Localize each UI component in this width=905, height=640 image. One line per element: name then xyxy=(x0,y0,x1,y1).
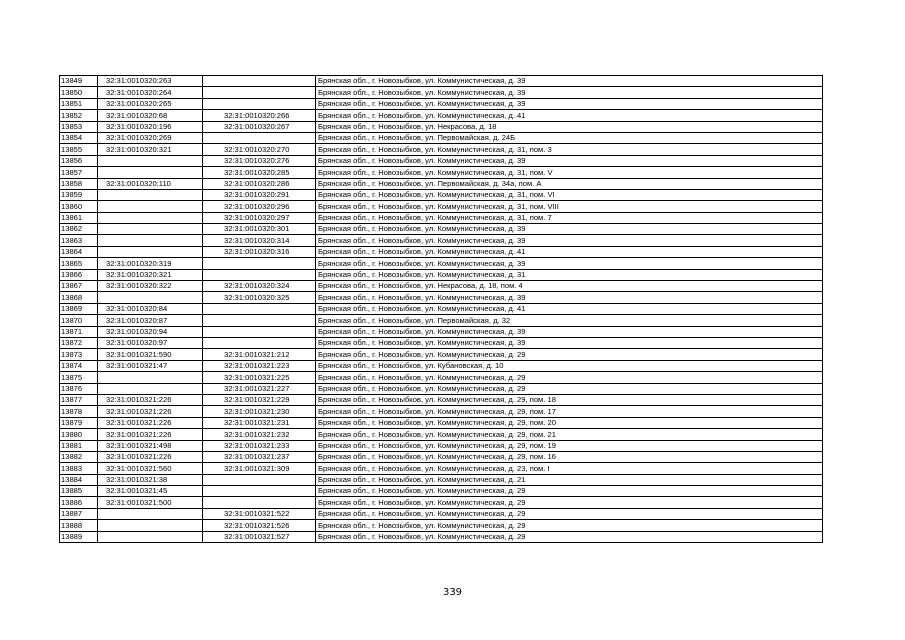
row-number-cell: 13850 xyxy=(60,87,98,98)
cadastral-number-cell xyxy=(98,121,203,132)
address-cell: Брянская обл., г. Новозыбков, ул. Коммунистическая, д. 39 xyxy=(316,337,823,348)
table-row xyxy=(60,235,823,246)
cadastral-number-cell xyxy=(98,326,203,337)
address-cell: Брянская обл., г. Новозыбков, ул. Коммунистическая, д. 29 xyxy=(316,383,823,394)
cadastral-number-cell xyxy=(98,224,203,235)
inner-object-cell-value: 32:31:0010320:276 xyxy=(224,156,290,166)
inner-object-cell xyxy=(203,132,316,143)
cadastral-number-cell xyxy=(98,76,203,87)
row-number-cell: 13861 xyxy=(60,212,98,223)
inner-object-cell-value: 32:31:0010320:314 xyxy=(224,235,290,245)
inner-object-cell xyxy=(203,258,316,269)
inner-object-cell-value: 32:31:0010321:237 xyxy=(224,452,290,462)
address-cell: Брянская обл., г. Новозыбков, ул. Коммунистическая, д. 31, пом. 3 xyxy=(316,144,823,155)
row-number-cell: 13876 xyxy=(60,383,98,394)
cadastral-number-cell xyxy=(98,394,203,405)
inner-object-cell xyxy=(203,292,316,303)
address-cell: Брянская обл., г. Новозыбков, ул. Коммунистическая, д. 29, пом. 20 xyxy=(316,417,823,428)
inner-object-cell-value: 32:31:0010320:285 xyxy=(224,167,290,177)
address-cell: Брянская обл., г. Новозыбков, ул. Коммунистическая, д. 39 xyxy=(316,98,823,109)
cadastral-number-cell xyxy=(98,201,203,212)
address-cell: Брянская обл., г. Новозыбков, ул. Коммунистическая, д. 31, пом. V xyxy=(316,167,823,178)
inner-object-cell xyxy=(203,394,316,405)
inner-object-cell xyxy=(203,189,316,200)
table-row xyxy=(60,303,823,314)
cadastral-number-cell xyxy=(98,372,203,383)
row-number-cell: 13855 xyxy=(60,144,98,155)
inner-object-cell-value: 32:31:0010321:522 xyxy=(224,509,290,519)
cadastral-number-cell-value: 32:31:0010320:263 xyxy=(106,76,172,86)
inner-object-cell-value: 32:31:0010321:227 xyxy=(224,383,290,393)
row-number-cell: 13886 xyxy=(60,497,98,508)
inner-object-cell xyxy=(203,155,316,166)
table-row xyxy=(60,167,823,178)
inner-object-cell xyxy=(203,349,316,360)
table-row xyxy=(60,246,823,257)
cadastral-number-cell xyxy=(98,281,203,292)
cadastral-number-cell xyxy=(98,451,203,462)
inner-object-cell-value: 32:31:0010320:325 xyxy=(224,292,290,302)
inner-object-cell xyxy=(203,201,316,212)
row-number-cell: 13849 xyxy=(60,76,98,87)
address-cell: Брянская обл., г. Новозыбков, ул. Коммунистическая, д. 39 xyxy=(316,87,823,98)
row-number-cell: 13882 xyxy=(60,451,98,462)
address-cell: Брянская обл., г. Новозыбков, ул. Коммунистическая, д. 29, пом. 19 xyxy=(316,440,823,451)
table-row xyxy=(60,76,823,87)
cadastral-number-cell xyxy=(98,292,203,303)
cadastral-number-cell-value: 32:31:0010320:94 xyxy=(106,326,168,336)
inner-object-cell-value: 32:31:0010321:231 xyxy=(224,418,290,428)
table-row xyxy=(60,224,823,235)
cadastral-number-cell xyxy=(98,98,203,109)
row-number-cell: 13866 xyxy=(60,269,98,280)
row-number-cell: 13862 xyxy=(60,224,98,235)
inner-object-cell-value: 32:31:0010320:296 xyxy=(224,201,290,211)
table-row xyxy=(60,429,823,440)
inner-object-cell xyxy=(203,337,316,348)
address-cell: Брянская обл., г. Новозыбков, ул. Коммунистическая, д. 29 xyxy=(316,349,823,360)
cadastral-number-cell xyxy=(98,167,203,178)
inner-object-cell xyxy=(203,303,316,314)
inner-object-cell xyxy=(203,372,316,383)
address-cell: Брянская обл., г. Новозыбков, ул. Коммунистическая, д. 41 xyxy=(316,246,823,257)
row-number-cell: 13884 xyxy=(60,474,98,485)
row-number-cell: 13872 xyxy=(60,337,98,348)
inner-object-cell xyxy=(203,224,316,235)
address-cell: Брянская обл., г. Новозыбков, ул. Коммунистическая, д. 39 xyxy=(316,292,823,303)
address-cell: Брянская обл., г. Новозыбков, ул. Кубановская, д. 10 xyxy=(316,360,823,371)
cadastral-number-cell-value: 32:31:0010320:321 xyxy=(106,144,172,154)
cadastral-number-cell-value: 32:31:0010320:319 xyxy=(106,258,172,268)
address-cell: Брянская обл., г. Новозыбков, ул. Коммунистическая, д. 29 xyxy=(316,372,823,383)
cadastral-table xyxy=(59,75,823,543)
row-number-cell: 13871 xyxy=(60,326,98,337)
cadastral-number-cell xyxy=(98,508,203,519)
cadastral-number-cell xyxy=(98,246,203,257)
cadastral-number-cell xyxy=(98,212,203,223)
cadastral-number-cell xyxy=(98,486,203,497)
inner-object-cell xyxy=(203,121,316,132)
cadastral-number-cell xyxy=(98,144,203,155)
address-cell: Брянская обл., г. Новозыбков, ул. Коммунистическая, д. 31, пом. 7 xyxy=(316,212,823,223)
table-row xyxy=(60,110,823,121)
inner-object-cell xyxy=(203,315,316,326)
row-number-cell: 13880 xyxy=(60,429,98,440)
inner-object-cell xyxy=(203,497,316,508)
inner-object-cell xyxy=(203,98,316,109)
cadastral-number-cell-value: 32:31:0010321:38 xyxy=(106,475,168,485)
address-cell: Брянская обл., г. Новозыбков, ул. Коммунистическая, д. 29, пом. 21 xyxy=(316,429,823,440)
row-number-cell: 13859 xyxy=(60,189,98,200)
cadastral-number-cell-value: 32:31:0010320:97 xyxy=(106,338,168,348)
address-cell: Брянская обл., г. Новозыбков, ул. Коммунистическая, д. 29 xyxy=(316,486,823,497)
cadastral-number-cell xyxy=(98,189,203,200)
inner-object-cell-value: 32:31:0010321:212 xyxy=(224,349,290,359)
inner-object-cell-value: 32:31:0010320:316 xyxy=(224,247,290,257)
inner-object-cell xyxy=(203,281,316,292)
cadastral-number-cell xyxy=(98,474,203,485)
address-cell: Брянская обл., г. Новозыбков, ул. Коммунистическая, д. 21 xyxy=(316,474,823,485)
table-row xyxy=(60,406,823,417)
table-row xyxy=(60,201,823,212)
cadastral-number-cell xyxy=(98,497,203,508)
page-number: 339 xyxy=(442,587,463,598)
address-cell: Брянская обл., г. Новозыбков, ул. Коммунистическая, д. 29, пом. 18 xyxy=(316,394,823,405)
cadastral-number-cell-value: 32:31:0010321:560 xyxy=(106,463,172,473)
inner-object-cell xyxy=(203,167,316,178)
inner-object-cell xyxy=(203,269,316,280)
table-row xyxy=(60,337,823,348)
address-cell: Брянская обл., г. Новозыбков, ул. Коммунистическая, д. 29 xyxy=(316,508,823,519)
inner-object-cell-value: 32:31:0010320:286 xyxy=(224,178,290,188)
inner-object-cell xyxy=(203,178,316,189)
cadastral-number-cell-value: 32:31:0010321:45 xyxy=(106,486,168,496)
cadastral-number-cell xyxy=(98,110,203,121)
row-number-cell: 13865 xyxy=(60,258,98,269)
address-cell: Брянская обл., г. Новозыбков, ул. Коммунистическая, д. 41 xyxy=(316,303,823,314)
address-cell: Брянская обл., г. Новозыбков, ул. Коммунистическая, д. 31, пом. VI xyxy=(316,189,823,200)
cadastral-number-cell-value: 32:31:0010320:269 xyxy=(106,133,172,143)
inner-object-cell xyxy=(203,531,316,542)
row-number-cell: 13853 xyxy=(60,121,98,132)
cadastral-number-cell xyxy=(98,337,203,348)
row-number-cell: 13863 xyxy=(60,235,98,246)
cadastral-number-cell-value: 32:31:0010321:226 xyxy=(106,429,172,439)
inner-object-cell xyxy=(203,212,316,223)
row-number-cell: 13883 xyxy=(60,463,98,474)
address-cell: Брянская обл., г. Новозыбков, ул. Коммунистическая, д. 29, пом. 17 xyxy=(316,406,823,417)
row-number-cell: 13874 xyxy=(60,360,98,371)
row-number-cell: 13889 xyxy=(60,531,98,542)
inner-object-cell xyxy=(203,486,316,497)
cadastral-number-cell xyxy=(98,520,203,531)
inner-object-cell-value: 32:31:0010321:230 xyxy=(224,406,290,416)
cadastral-number-cell xyxy=(98,406,203,417)
address-cell: Брянская обл., г. Новозыбков, ул. Коммунистическая, д. 31, пом. VIII xyxy=(316,201,823,212)
table-row xyxy=(60,87,823,98)
inner-object-cell-value: 32:31:0010321:232 xyxy=(224,429,290,439)
inner-object-cell-value: 32:31:0010321:526 xyxy=(224,520,290,530)
cadastral-number-cell xyxy=(98,315,203,326)
cadastral-number-cell-value: 32:31:0010321:226 xyxy=(106,406,172,416)
cadastral-number-cell xyxy=(98,87,203,98)
cadastral-number-cell-value: 32:31:0010321:590 xyxy=(106,349,172,359)
table-row xyxy=(60,258,823,269)
address-cell: Брянская обл., г. Новозыбков, ул. Коммунистическая, д. 29 xyxy=(316,520,823,531)
cadastral-number-cell xyxy=(98,303,203,314)
row-number-cell: 13864 xyxy=(60,246,98,257)
address-cell: Брянская обл., г. Новозыбков, ул. Коммунистическая, д. 29, пом. 16 xyxy=(316,451,823,462)
row-number-cell: 13887 xyxy=(60,508,98,519)
inner-object-cell xyxy=(203,520,316,531)
address-cell: Брянская обл., г. Новозыбков, ул. Коммунистическая, д. 29 xyxy=(316,497,823,508)
inner-object-cell-value: 32:31:0010320:267 xyxy=(224,121,290,131)
table-row xyxy=(60,315,823,326)
row-number-cell: 13854 xyxy=(60,132,98,143)
cadastral-number-cell xyxy=(98,360,203,371)
inner-object-cell xyxy=(203,463,316,474)
inner-object-cell-value: 32:31:0010321:527 xyxy=(224,532,290,542)
cadastral-number-cell-value: 32:31:0010320:265 xyxy=(106,99,172,109)
table-row xyxy=(60,520,823,531)
cadastral-number-cell xyxy=(98,269,203,280)
row-number-cell: 13867 xyxy=(60,281,98,292)
table-row xyxy=(60,349,823,360)
address-cell: Брянская обл., г. Новозыбков, ул. Первомайская, д. 34а, пом. А xyxy=(316,178,823,189)
inner-object-cell xyxy=(203,235,316,246)
table-row xyxy=(60,269,823,280)
inner-object-cell-value: 32:31:0010320:324 xyxy=(224,281,290,291)
table-row xyxy=(60,189,823,200)
row-number-cell: 13851 xyxy=(60,98,98,109)
row-number-cell: 13888 xyxy=(60,520,98,531)
table-row xyxy=(60,98,823,109)
cadastral-number-cell xyxy=(98,132,203,143)
table-row xyxy=(60,360,823,371)
table-row xyxy=(60,383,823,394)
inner-object-cell-value: 32:31:0010321:223 xyxy=(224,361,290,371)
inner-object-cell-value: 32:31:0010321:225 xyxy=(224,372,290,382)
cadastral-number-cell-value: 32:31:0010321:226 xyxy=(106,452,172,462)
row-number-cell: 13877 xyxy=(60,394,98,405)
address-cell: Брянская обл., г. Новозыбков, ул. Коммунистическая, д. 29 xyxy=(316,531,823,542)
inner-object-cell xyxy=(203,429,316,440)
cadastral-number-cell-value: 32:31:0010320:87 xyxy=(106,315,168,325)
row-number-cell: 13875 xyxy=(60,372,98,383)
inner-object-cell xyxy=(203,326,316,337)
address-cell: Брянская обл., г. Новозыбков, ул. Коммунистическая, д. 39 xyxy=(316,224,823,235)
table-row xyxy=(60,451,823,462)
cadastral-number-cell-value: 32:31:0010321:226 xyxy=(106,395,172,405)
cadastral-number-cell-value: 32:31:0010320:68 xyxy=(106,110,168,120)
address-cell: Брянская обл., г. Новозыбков, ул. Коммунистическая, д. 31 xyxy=(316,269,823,280)
cadastral-number-cell xyxy=(98,178,203,189)
address-cell: Брянская обл., г. Новозыбков, ул. Коммунистическая, д. 39 xyxy=(316,326,823,337)
inner-object-cell xyxy=(203,440,316,451)
address-cell: Брянская обл., г. Новозыбков, ул. Коммунистическая, д. 39 xyxy=(316,155,823,166)
row-number-cell: 13878 xyxy=(60,406,98,417)
inner-object-cell xyxy=(203,144,316,155)
row-number-cell: 13858 xyxy=(60,178,98,189)
table-row xyxy=(60,486,823,497)
table-row xyxy=(60,292,823,303)
cadastral-number-cell xyxy=(98,417,203,428)
row-number-cell: 13870 xyxy=(60,315,98,326)
row-number-cell: 13879 xyxy=(60,417,98,428)
address-cell: Брянская обл., г. Новозыбков, ул. Некрасова, д. 18, пом. 4 xyxy=(316,281,823,292)
cadastral-number-cell-value: 32:31:0010321:226 xyxy=(106,418,172,428)
address-cell: Брянская обл., г. Новозыбков, ул. Коммунистическая, д. 39 xyxy=(316,235,823,246)
row-number-cell: 13852 xyxy=(60,110,98,121)
cadastral-number-cell-value: 32:31:0010321:498 xyxy=(106,440,172,450)
inner-object-cell xyxy=(203,360,316,371)
inner-object-cell xyxy=(203,406,316,417)
cadastral-number-cell-value: 32:31:0010320:84 xyxy=(106,304,168,314)
cadastral-table-body xyxy=(60,76,823,543)
inner-object-cell-value: 32:31:0010320:297 xyxy=(224,213,290,223)
table-row xyxy=(60,155,823,166)
row-number-cell: 13860 xyxy=(60,201,98,212)
row-number-cell: 13885 xyxy=(60,486,98,497)
table-row xyxy=(60,281,823,292)
inner-object-cell-value: 32:31:0010320:291 xyxy=(224,190,290,200)
inner-object-cell-value: 32:31:0010321:229 xyxy=(224,395,290,405)
table-row xyxy=(60,463,823,474)
cadastral-number-cell-value: 32:31:0010320:322 xyxy=(106,281,172,291)
inner-object-cell-value: 32:31:0010321:309 xyxy=(224,463,290,473)
inner-object-cell xyxy=(203,474,316,485)
address-cell: Брянская обл., г. Новозыбков, ул. Первомайская, д. 32 xyxy=(316,315,823,326)
inner-object-cell-value: 32:31:0010321:233 xyxy=(224,440,290,450)
cadastral-number-cell xyxy=(98,383,203,394)
cadastral-number-cell xyxy=(98,235,203,246)
table-row xyxy=(60,326,823,337)
inner-object-cell-value: 32:31:0010320:270 xyxy=(224,144,290,154)
cadastral-number-cell xyxy=(98,155,203,166)
row-number-cell: 13869 xyxy=(60,303,98,314)
table-row xyxy=(60,132,823,143)
table-row xyxy=(60,394,823,405)
cadastral-number-cell-value: 32:31:0010320:264 xyxy=(106,87,172,97)
table-row xyxy=(60,144,823,155)
row-number-cell: 13856 xyxy=(60,155,98,166)
cadastral-number-cell-value: 32:31:0010320:321 xyxy=(106,270,172,280)
cadastral-number-cell xyxy=(98,349,203,360)
table-row xyxy=(60,531,823,542)
table-row xyxy=(60,508,823,519)
cadastral-number-cell xyxy=(98,258,203,269)
table-row xyxy=(60,417,823,428)
inner-object-cell xyxy=(203,383,316,394)
row-number-cell: 13857 xyxy=(60,167,98,178)
cadastral-number-cell-value: 32:31:0010320:196 xyxy=(106,121,172,131)
address-cell: Брянская обл., г. Новозыбков, ул. Коммунистическая, д. 39 xyxy=(316,76,823,87)
cadastral-number-cell xyxy=(98,429,203,440)
table-row xyxy=(60,372,823,383)
inner-object-cell xyxy=(203,87,316,98)
inner-object-cell xyxy=(203,451,316,462)
cadastral-number-cell xyxy=(98,440,203,451)
address-cell: Брянская обл., г. Новозыбков, ул. Коммунистическая, д. 23, пом. I xyxy=(316,463,823,474)
table-row xyxy=(60,497,823,508)
inner-object-cell xyxy=(203,417,316,428)
address-cell: Брянская обл., г. Новозыбков, ул. Первомайская, д. 24Б xyxy=(316,132,823,143)
table-row xyxy=(60,440,823,451)
inner-object-cell-value: 32:31:0010320:266 xyxy=(224,110,290,120)
inner-object-cell xyxy=(203,246,316,257)
row-number-cell: 13873 xyxy=(60,349,98,360)
inner-object-cell xyxy=(203,508,316,519)
inner-object-cell xyxy=(203,110,316,121)
address-cell: Брянская обл., г. Новозыбков, ул. Некрасова, д. 18 xyxy=(316,121,823,132)
table-row xyxy=(60,121,823,132)
row-number-cell: 13868 xyxy=(60,292,98,303)
address-cell: Брянская обл., г. Новозыбков, ул. Коммунистическая, д. 39 xyxy=(316,258,823,269)
table-row xyxy=(60,178,823,189)
inner-object-cell-value: 32:31:0010320:301 xyxy=(224,224,290,234)
table-row xyxy=(60,212,823,223)
cadastral-number-cell-value: 32:31:0010321:500 xyxy=(106,497,172,507)
address-cell: Брянская обл., г. Новозыбков, ул. Коммунистическая, д. 41 xyxy=(316,110,823,121)
row-number-cell: 13881 xyxy=(60,440,98,451)
cadastral-number-cell xyxy=(98,531,203,542)
inner-object-cell xyxy=(203,76,316,87)
cadastral-number-cell-value: 32:31:0010320:110 xyxy=(106,178,171,188)
table-row xyxy=(60,474,823,485)
cadastral-number-cell xyxy=(98,463,203,474)
cadastral-number-cell-value: 32:31:0010321:47 xyxy=(106,361,168,371)
